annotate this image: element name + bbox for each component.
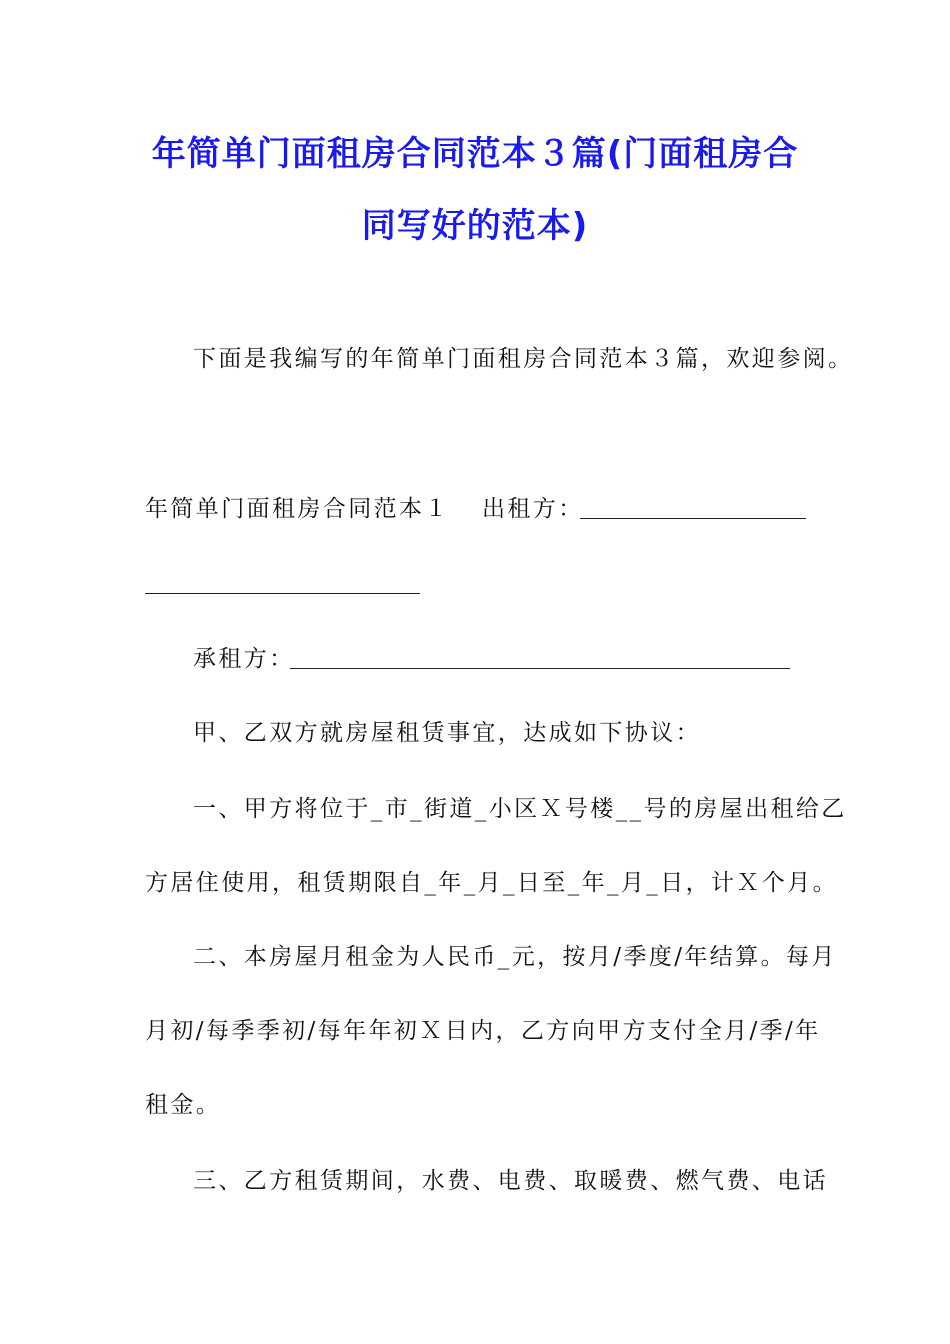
clause-2-line-2: 月初/每季季初/每年年初Ｘ日内，乙方向甲方支付全月/季/年 (145, 1018, 821, 1044)
lessor-label: 出租方： (482, 496, 584, 522)
lessee-label: 承租方： (193, 646, 295, 672)
lessor-blank-line (580, 518, 806, 519)
clause-3-line-1: 三、乙方租赁期间，水费、电费、取暖费、燃气费、电话 (193, 1168, 828, 1194)
clause-2-line-1: 二、本房屋月租金为人民币_元，按月/季度/年结算。每月 (193, 944, 837, 970)
agreement-intro: 甲、乙双方就房屋租赁事宜，达成如下协议： (193, 720, 701, 746)
intro-paragraph: 下面是我编写的年简单门面租房合同范本３篇，欢迎参阅。 (193, 346, 854, 372)
clause-2-line-3: 租金。 (145, 1092, 222, 1118)
document-title-line-1: 年简单门面租房合同范本３篇(门面租房合 (151, 134, 799, 174)
lessee-blank-line (290, 668, 790, 669)
clause-1-line-2: 方居住使用，租赁期限自_年_月_日至_年_月_日，计Ｘ个月。 (145, 870, 838, 896)
lessor-blank-continuation (145, 593, 420, 594)
document-title-line-2: 同写好的范本) (361, 206, 589, 246)
section-heading: 年简单门面租房合同范本１ (145, 496, 450, 522)
clause-1-line-1: 一、甲方将位于_市_街道_小区Ｘ号楼__号的房屋出租给乙 (193, 796, 847, 822)
